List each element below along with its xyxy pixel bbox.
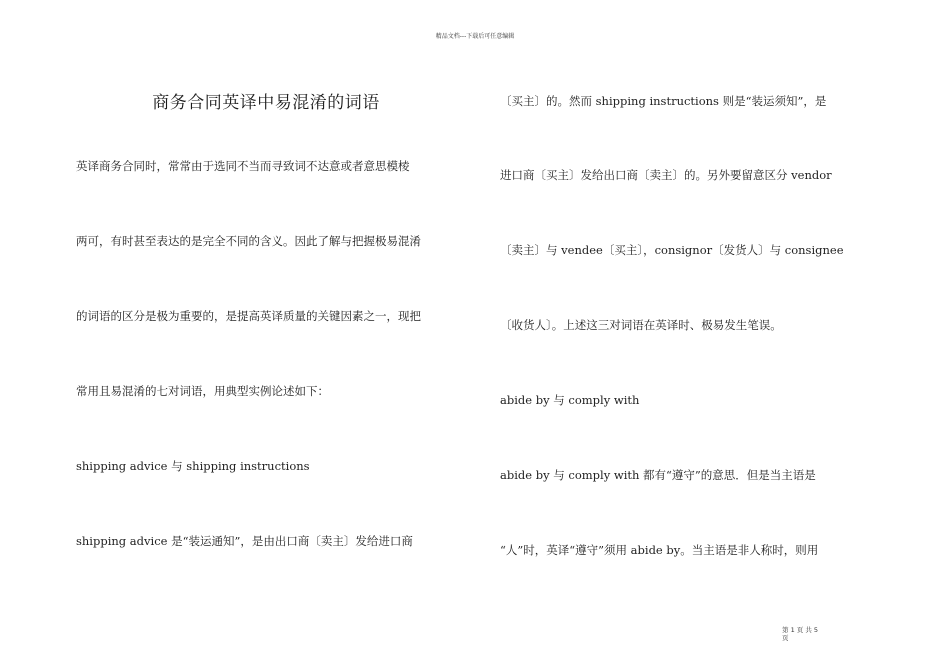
- paragraph-line: abide by 与 comply with 都有“遵守”的意思．但是当主语是: [500, 468, 816, 482]
- paragraph-line: 〔卖主〕与 vendee〔买主〕，consignor〔发货人〕与 consignee: [500, 243, 844, 257]
- page-number: [782, 626, 826, 642]
- paragraph-line: 常用且易混淆的七对词语，用典型实例论述如下：: [76, 384, 329, 398]
- paragraph-line: 〔收货人〕。上述这三对词语在英译时、极易发生笔误。: [500, 318, 782, 332]
- section-heading: shipping advice 与 shipping instructions: [76, 459, 310, 473]
- section-heading: abide by 与 comply with: [500, 393, 640, 407]
- paragraph-line: shipping advice 是“装运通知”，是由出口商〔卖主〕发给进口商: [76, 534, 413, 548]
- document-title: 商务合同英译中易混淆的词语: [152, 93, 380, 113]
- paragraph-line: “人”时，英译“遵守”须用 abide by。当主语是非人称时，则用: [500, 543, 819, 557]
- page-header: 精品文档---下载后可任意编辑: [435, 33, 515, 40]
- paragraph-line: 进口商〔买主〕发给出口商〔卖主〕的。另外要留意区分 vendor: [500, 168, 832, 182]
- paragraph-line: 英译商务合同时，常常由于选同不当而寻致词不达意或者意思模棱: [76, 159, 410, 173]
- paragraph-line: 两可，有时甚至表达的是完全不同的含义。因此了解与把握极易混淆: [76, 234, 421, 248]
- page-number-line: 第 1 页 共 5: [782, 626, 819, 634]
- paragraph-line: 的词语的区分是极为重要的，是提高英译质量的关键因素之一，现把: [76, 309, 421, 323]
- page-number-line: 页: [782, 634, 789, 642]
- paragraph-line: 〔买主〕的。然而 shipping instructions 则是“装运须知”，是: [500, 94, 827, 108]
